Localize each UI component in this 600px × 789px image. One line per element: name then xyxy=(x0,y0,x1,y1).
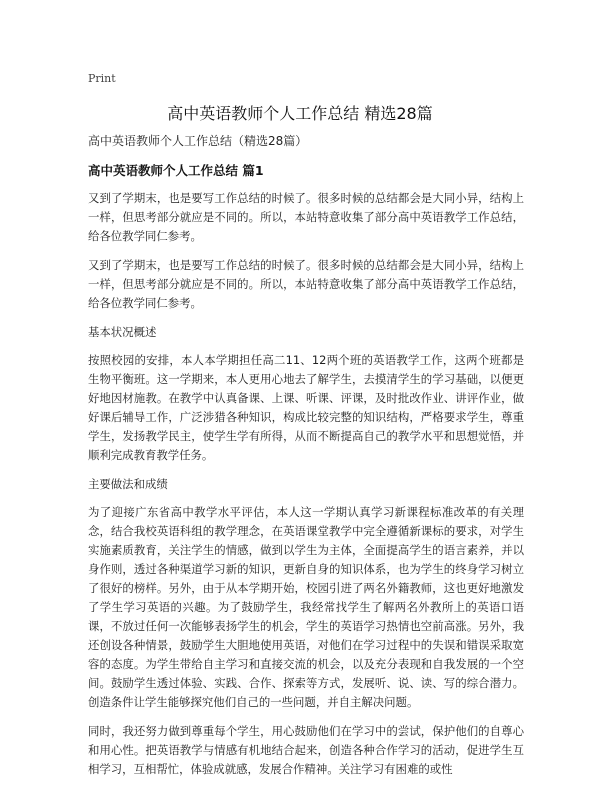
practice-paragraph: 为了迎接广东省高中教学水平评估，本人这一学期认真学习新课程标准改革的有关理念，结合我校英语科组的教学理念，在英语课堂教学中完全遵循新课标的要求，对学生实施素质教育，关注学生的情感，做到以学生为主体，全面提高学生的语言素养，并以身作则，透过各种渠道学习新的知识，更新自身的知识体系，也为学生的终身学习树立了很好的榜样。另外，由于从本学期开始，校园引进了两名外籍教师，这也更好地激发了学生学习英语的兴趣。为了鼓励学生，我经常找学生了解两名外教所上的英语口语课，不放过任何一次能够表扬学生的机会，学生的英语学习热情也空前高涨。另外，我还创设各种情景，鼓励学生大胆地使用英语，对他们在学习过程中的失误和错误采取宽容的态度。为学生带给自主学习和直接交流的机会，以及充分表现和自我发展的一个空间。鼓励学生透过体验、实践、合作、探索等方式，发展听、说、读、写的综合潜力。创造条件让学生能够探究他们自己的一些问题，并自主解决问题。 xyxy=(88,505,524,709)
page-title: 高中英语教师个人工作总结 精选28篇 xyxy=(167,104,433,123)
intro-paragraph-1: 又到了学期末，也是要写工作总结的时候了。很多时候的总结都会是大同小异，结构上一样，但思考部分就应是不同的。所以，本站特意收集了部分高中英语教学工作总结，给各位教学同仁参考。 xyxy=(88,191,524,243)
intro-paragraph-2: 又到了学期末，也是要写工作总结的时候了。很多时候的总结都会是大同小异，结构上一样，但思考部分就应是不同的。所以，本站特意收集了部分高中英语教学工作总结，给各位教学同仁参考。 xyxy=(88,258,524,310)
basic-paragraph: 按照校园的安排，本人本学期担任高二11、12两个班的英语教学工作，这两个班都是生物平衡班。这一学期来，本人更用心地去了解学生，去摸清学生的学习基础，以便更好地因材施教。在教学中认真备课、上课、听课、评课，及时批改作业、讲评作业，做好课后辅导工作，广泛涉猎各种知识，构成比较完整的知识结构，严格要求学生，尊重学生，发扬教学民主，使学生学有所得，从而不断提高自己的教学水平和思想觉悟，并顺利完成教育教学任务。 xyxy=(88,353,524,462)
document-body xyxy=(88,133,524,789)
print-label[interactable]: Print xyxy=(88,72,116,85)
practice-heading: 主要做法和成绩 xyxy=(88,477,168,491)
section-heading: 高中英语教师个人工作总结 篇1 xyxy=(88,163,264,178)
document-subtitle: 高中英语教师个人工作总结（精选28篇） xyxy=(88,134,308,148)
basic-heading: 基本状况概述 xyxy=(88,325,157,339)
final-paragraph: 同时，我还努力做到尊重每个学生，用心鼓励他们在学习中的尝试，保护他们的自尊心和用心性。把英语教学与情感有机地结合起来，创造各种合作学习的活动，促进学生互相学习，互相帮忙，体验成就感，发展合作精神。关注学习有困难的或性 xyxy=(88,724,524,776)
